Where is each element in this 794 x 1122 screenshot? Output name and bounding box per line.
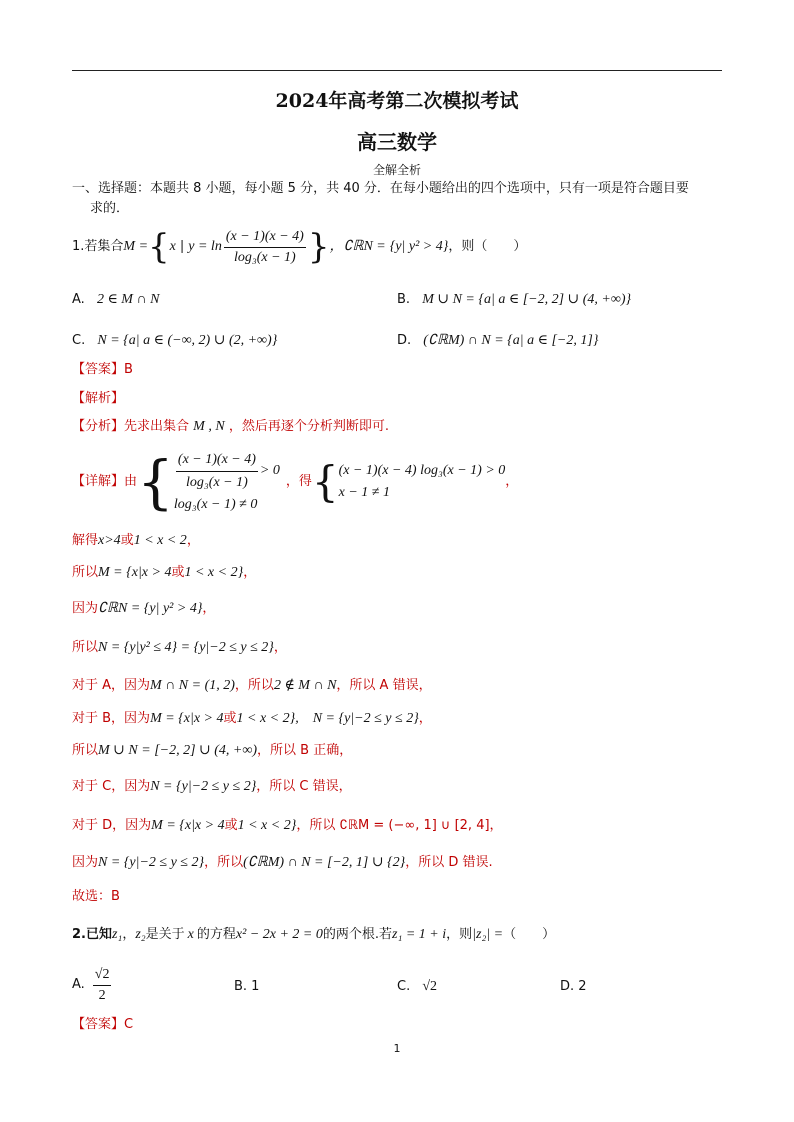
option-d-label: D. xyxy=(397,333,412,348)
solution-math: N = {y|−2 ≤ y ≤ 2} xyxy=(98,855,205,870)
q1-fenxi xyxy=(72,417,389,437)
solution-math2: 1 < x < 2 xyxy=(133,533,187,548)
solution-post: ， xyxy=(418,711,432,726)
solution-math: N = {y|y² ≤ 4} = {y|−2 ≤ y ≤ 2} xyxy=(98,640,274,655)
solution-mid: ，所以 xyxy=(234,678,274,693)
solution-line xyxy=(72,563,256,583)
solution-mid: ，所以 C 错误， xyxy=(256,779,352,794)
get-word: ，得 xyxy=(285,474,312,489)
fenxi-tag: 【分析】 xyxy=(72,419,125,434)
sys1-brace: { xyxy=(137,448,174,516)
solution-pre: 对于 D，因为 xyxy=(72,818,152,833)
solution-math: M = {x|x > 4 xyxy=(150,711,224,726)
q1-complement: ，∁ℝN = xyxy=(329,239,386,254)
sys1-num: (x − 1)(x − 4) xyxy=(176,449,258,472)
q2-z1: z₁ xyxy=(111,927,123,942)
q2-eq: x² − 2x + 2 = 0 xyxy=(235,927,323,942)
sys1-r2: log₃(x − 1) ≠ 0 xyxy=(173,496,258,512)
q2-d: 的两个根.若 xyxy=(322,927,393,942)
solution-math: M ∩ N = (1, 2) xyxy=(150,678,235,693)
solution-mid: 或 xyxy=(223,711,237,726)
q1-answer xyxy=(72,360,133,380)
q1-brace-right: } xyxy=(307,227,330,267)
solution-pre: 对于 C，因为 xyxy=(72,779,151,794)
q2-c-text: √2 xyxy=(422,979,438,994)
fenxi-vars: M , N xyxy=(193,419,225,434)
sys2-brace: { xyxy=(311,457,339,506)
q2-option-d: D. 2 xyxy=(560,979,587,994)
solution-line xyxy=(72,709,432,729)
option-c-label: C. xyxy=(72,333,86,348)
q2-given: z₁ = 1 + i xyxy=(392,927,447,942)
option-d-text: (∁ℝM) ∩ N = {a| a ∈ [−2, 1]} xyxy=(423,333,599,348)
q1-tail: ，则（ ） xyxy=(448,239,527,254)
q2-tail: （ ） xyxy=(503,927,556,942)
subject-title: 高三数学 xyxy=(357,130,437,154)
q2-c: 的方程 xyxy=(196,927,236,942)
question-1-stem: 1.若集合 M = { x | y = ln $\frac{(x - 1)(x - 4)}{\text{log₃(x − 1)}}$ } ，∁ℝN = {y| y² > 4} ，则（ ） xyxy=(72,227,527,267)
q1-option-b xyxy=(397,290,631,310)
answer-tag: 【答案】 xyxy=(72,362,125,377)
solution-math2: 1 < x < 2}, N = {y|−2 ≤ y ≤ 2} xyxy=(236,711,419,726)
system-1 xyxy=(174,449,280,516)
solution-line xyxy=(72,638,287,658)
sys2-r1: (x − 1)(x − 4) log₃(x − 1) > 0 xyxy=(338,463,506,478)
option-a-text: 2 ∈ M ∩ N xyxy=(96,292,160,307)
q2-x: x xyxy=(187,927,194,942)
solution-line xyxy=(72,816,503,836)
solution-pre: 所以 xyxy=(72,640,99,655)
q1-analysis-tag: 【解析】 xyxy=(72,391,125,406)
solution-math2: 1 < x < 2} xyxy=(184,565,244,580)
q2-option-a xyxy=(72,962,113,1008)
solution-pre: 所以 xyxy=(72,565,99,580)
solution-line xyxy=(72,676,432,696)
q2-a-den: 2 xyxy=(98,987,106,1003)
sys1-r1-tail: > 0 xyxy=(259,463,280,478)
solution-post: ，所以 D 错误. xyxy=(405,855,493,870)
option-c-text: N = {a| a ∈ (−∞, 2) ∪ (2, +∞)} xyxy=(97,333,278,348)
q2-b: 是关于 xyxy=(145,927,185,942)
detail-tag: 【详解】由 xyxy=(72,474,138,489)
q1-cond: y = ln xyxy=(188,239,222,254)
q1-option-c xyxy=(72,331,277,351)
q2-ask: |z₂| = xyxy=(472,927,504,942)
solution-pre: 因为 xyxy=(72,855,99,870)
solution-line xyxy=(72,777,352,797)
solution-post: ，所以 A 错误， xyxy=(336,678,432,693)
solution-math: M ∪ N = [−2, 2] ∪ (4, +∞) xyxy=(98,743,258,758)
solution-math2: (∁ℝM) ∩ N = [−2, 1] ∪ {2} xyxy=(243,855,406,870)
header-rule xyxy=(72,70,722,71)
fenxi-text: 先求出集合 xyxy=(124,419,190,434)
solution-math: N = {y|−2 ≤ y ≤ 2} xyxy=(150,779,257,794)
q2-a-label: A. xyxy=(72,977,85,992)
page-number: 1 xyxy=(393,1042,401,1055)
solution-line xyxy=(72,531,200,551)
q1-set-m: M = xyxy=(123,239,149,254)
system-2 xyxy=(339,460,506,504)
solution-mid: 或 xyxy=(120,533,134,548)
solution-post: ，所以 ∁ℝM = (−∞, 1] ∪ [2, 4]， xyxy=(296,818,503,833)
fenxi-tail: ，然后再逐个分析判断即可. xyxy=(228,419,389,434)
solution-pre: 对于 B，因为 xyxy=(72,711,151,726)
q2-a-num: √2 xyxy=(93,965,112,986)
detail-comma: ， xyxy=(505,474,519,489)
solution-math: M = {x|x > 4 xyxy=(151,818,225,833)
q1-option-a xyxy=(72,290,159,310)
q2-answer xyxy=(72,1015,133,1035)
q2-a: 2.已知 xyxy=(72,927,112,942)
solution-math2: 1 < x < 2} xyxy=(237,818,297,833)
solution-pre: 解得 xyxy=(72,533,99,548)
q1-frac-den: log₃(x − 1) xyxy=(233,249,296,265)
solution-mid: 或 xyxy=(224,818,238,833)
solution-post: ， xyxy=(186,533,200,548)
solution-pre: 因为 xyxy=(72,601,99,616)
solution-post: ， xyxy=(202,601,216,616)
exam-title: 2024年高考第二次模拟考试 xyxy=(275,90,519,112)
q2-answer-tag: 【答案】 xyxy=(72,1017,125,1032)
q1-fraction xyxy=(224,227,306,268)
solution-line xyxy=(72,741,352,761)
question-2-stem xyxy=(72,925,555,945)
solution-math: x>4 xyxy=(98,533,121,548)
q1-detail xyxy=(72,446,518,518)
section-heading-1: 一、选择题：本题共 8 小题，每小题 5 分，共 40 分．在每小题给出的四个选项中，只有一项是符合题目要 xyxy=(72,181,689,196)
q1-prefix: 1.若集合 xyxy=(72,239,124,254)
q2-sep: ， xyxy=(122,927,136,942)
solution-mid: ，所以 xyxy=(204,855,244,870)
q2-e: ，则 xyxy=(446,927,473,942)
q1-brace-left: { xyxy=(148,227,170,267)
solution-math2: 2 ∉ M ∩ N xyxy=(273,678,337,693)
solution-math: ∁ℝN = {y| y² > 4} xyxy=(98,601,203,616)
solution-mid: 或 xyxy=(171,565,185,580)
sys2-r2: x − 1 ≠ 1 xyxy=(338,485,390,500)
option-a-label: A. xyxy=(72,292,85,307)
q1-frac-num: (x − 1)(x − 4) xyxy=(224,227,306,248)
q1-option-d xyxy=(397,331,598,351)
q2-c-label: C. xyxy=(397,979,411,994)
q2-option-b: B. 1 xyxy=(234,979,260,994)
q2-answer-value: C xyxy=(124,1017,134,1032)
solution-line xyxy=(72,599,215,619)
solution-mid: ，所以 B 正确， xyxy=(257,743,353,758)
q1-set-n: {y| y² > 4} xyxy=(389,239,449,254)
option-b-text: M ∪ N = {a| a ∈ [−2, 2] ∪ (4, +∞)} xyxy=(422,292,632,307)
solution-pre: 对于 A，因为 xyxy=(72,678,151,693)
solution-post: ， xyxy=(243,565,257,580)
answer-value: B xyxy=(124,362,133,377)
q2-option-c xyxy=(397,977,437,997)
solution-math: M = {x|x > 4 xyxy=(98,565,172,580)
solution-post: ， xyxy=(273,640,287,655)
q1-var-x: x xyxy=(169,239,176,254)
subtitle: 全解全析 xyxy=(372,163,421,177)
q1-conclusion: 故选：B xyxy=(72,889,120,904)
solution-line xyxy=(72,853,493,873)
section-heading-2: 求的． xyxy=(90,201,130,216)
q2-z2: z₂ xyxy=(135,927,146,942)
solution-pre: 所以 xyxy=(72,743,99,758)
sys1-den: log₃(x − 1) xyxy=(186,474,248,490)
option-b-label: B. xyxy=(397,292,411,307)
